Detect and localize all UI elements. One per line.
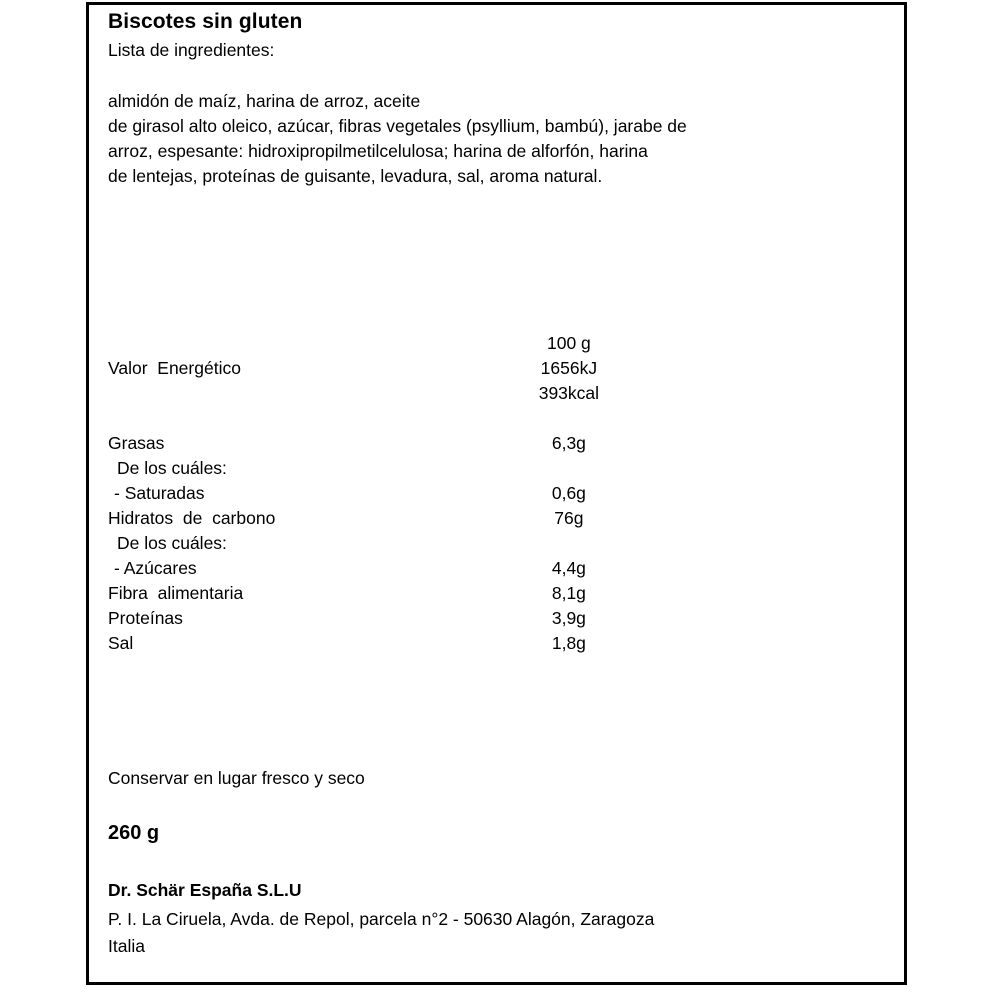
nutrition-row-label [108, 381, 510, 406]
spacer-cell [510, 406, 628, 431]
nutrition-row-value: 1656kJ [540, 358, 598, 378]
nutrition-row-label: De los cuáles: [117, 458, 227, 478]
company-address [108, 906, 868, 960]
nutrition-row-label: - Saturadas [114, 483, 205, 503]
ingredients-line: de lentejas, proteínas de guisante, levadura, sal, aroma natural. [108, 166, 603, 186]
nutrition-row-value: 6,3g [551, 433, 586, 453]
nutrition-row-value: 8,1g [551, 583, 586, 603]
nutrition-row [108, 381, 628, 406]
nutrition-serving-header: 100 g [546, 333, 591, 353]
nutrition-row-label: De los cuáles: [117, 533, 227, 553]
label-content [108, 5, 888, 189]
nutrition-table [108, 331, 628, 656]
nutrition-row [108, 556, 628, 581]
spacer-cell [108, 406, 510, 431]
nutrition-header-label [108, 331, 510, 356]
nutrition-row-value [510, 456, 628, 481]
ingredients-line: arroz, espesante: hidroxipropilmetilcelulosa; harina de alforfón, harina [108, 141, 648, 161]
company-address-line: P. I. La Ciruela, Avda. de Repol, parcela n°2 - 50630 Alagón, Zaragoza [108, 909, 655, 929]
ingredients-heading: Lista de ingredientes: [108, 40, 275, 60]
net-weight: 260 g [108, 822, 160, 844]
nutrition-row-value: 393kcal [538, 383, 600, 403]
label-frame [86, 2, 907, 985]
nutrition-header-row [108, 331, 628, 356]
nutrition-row-label: Grasas [108, 433, 165, 453]
storage-note: Conservar en lugar fresco y seco [108, 768, 365, 788]
nutrition-row-spacer [108, 406, 628, 431]
ingredients-line: almidón de maíz, harina de arroz, aceite [108, 91, 421, 111]
nutrition-row [108, 456, 628, 481]
nutrition-row-value: 76g [554, 508, 584, 528]
nutrition-row [108, 481, 628, 506]
nutrition-row-value: 4,4g [551, 558, 586, 578]
nutrition-row-value: 1,8g [551, 633, 586, 653]
nutrition-row [108, 631, 628, 656]
ingredients-line: de girasol alto oleico, azúcar, fibras vegetales (psyllium, bambú), jarabe de [108, 116, 687, 136]
company-address-line: Italia [108, 936, 145, 956]
nutrition-row-label: - Azúcares [114, 558, 197, 578]
ingredients-list [108, 89, 828, 189]
nutrition-row [108, 606, 628, 631]
page-title: Biscotes sin gluten [108, 10, 303, 33]
nutrition-row-label: Proteínas [108, 608, 183, 628]
nutrition-row [108, 506, 628, 531]
nutrition-row [108, 531, 628, 556]
nutrition-table-body [108, 331, 628, 656]
nutrition-row-label: Sal [108, 633, 134, 653]
company-name: Dr. Schär España S.L.U [108, 880, 302, 900]
nutrition-row [108, 356, 628, 381]
nutrition-row-label: Hidratos de carbono [108, 508, 276, 528]
nutrition-row-value [510, 531, 628, 556]
nutrition-row-label: Fibra alimentaria [108, 583, 244, 603]
nutrition-row [108, 581, 628, 606]
nutrition-row-value: 3,9g [551, 608, 586, 628]
nutrition-row [108, 431, 628, 456]
nutrition-row-value: 0,6g [551, 483, 586, 503]
nutrition-row-label: Valor Energético [108, 358, 241, 378]
